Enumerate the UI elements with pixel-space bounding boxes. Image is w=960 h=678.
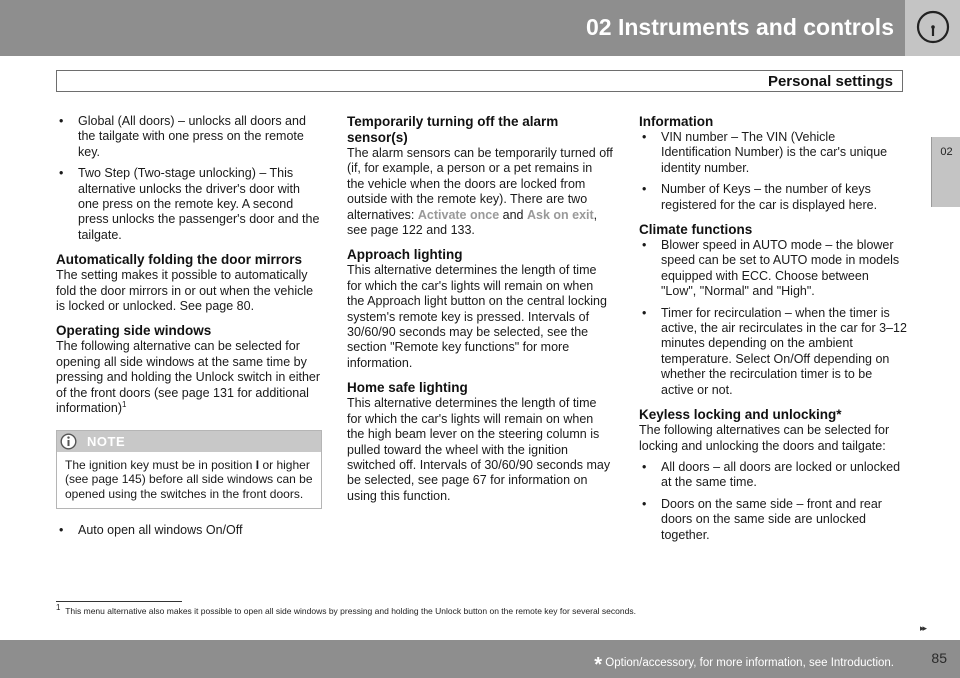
footnote-number: 1 xyxy=(56,603,61,613)
bullet-icon: • xyxy=(642,496,647,511)
bullet-icon: • xyxy=(642,182,647,197)
column-1 xyxy=(56,114,322,544)
paragraph-text: The following alternative can be selected for opening all side windows at the same time by pressing and holding the Unlock switch in either of the front doors (see page 131 for additional information) xyxy=(56,339,321,416)
section-heading: Climate functions xyxy=(639,222,753,238)
footnote xyxy=(56,603,636,616)
chapter-title: 02 Instruments and controls xyxy=(585,14,894,40)
section-heading: Operating side windows xyxy=(56,323,212,339)
list-item xyxy=(639,497,907,543)
list-item-text: Number of Keys – the number of keys registered for the car is displayed here. xyxy=(661,182,878,212)
section-heading: Home safe lighting xyxy=(347,380,468,396)
list-item-text: VIN number – The VIN (Vehicle Identification Number) is the car's unique identity number. xyxy=(661,130,888,175)
option-accessory-note: * Option/accessory, for more information, see Introduction. xyxy=(594,654,894,676)
column-2 xyxy=(347,114,613,504)
option-ask-on-exit: Ask on exit xyxy=(526,207,594,222)
column-3 xyxy=(639,114,907,549)
section-heading: Temporarily turning off the alarm sensor(s) xyxy=(347,114,559,145)
paragraph: This alternative determines the length of time for which the car's lights will remain on when the Approach light button on the central locking system's remote key is pressed. Intervals of 30/60/90 seconds may be selected, see the section "Remote key functions" for more information. xyxy=(347,263,607,370)
paragraph: The setting makes it possible to automatically fold the door mirrors in or out when the vehicle is locked or unlocked. See page 80. xyxy=(56,268,314,314)
page-number: 85 xyxy=(931,650,947,666)
info-icon xyxy=(60,433,77,450)
section-heading: Automatically folding the door mirrors xyxy=(56,252,303,268)
section-header xyxy=(56,70,903,92)
list-item xyxy=(639,460,907,491)
list-item-text: Blower speed in AUTO mode – the blower speed can be set to AUTO mode in models equipped with ECC. Choose between "Low", "Normal" and "High". xyxy=(661,238,900,299)
section-heading: Keyless locking and unlocking* xyxy=(639,407,842,423)
gauge-icon xyxy=(916,10,950,44)
list-item xyxy=(639,306,907,398)
list-item-text: Timer for recirculation – when the timer is active, the air recirculates in the car for 3–12 minutes depending on the ambient temperature. Select On/Off depending on whether the recirculation timer is to be active or not. xyxy=(661,305,907,397)
list-item-text: All doors – all doors are locked or unlocked at the same time. xyxy=(661,459,901,490)
paragraph: The alarm sensors can be temporarily turned off (if, for example, a person or a pet remains in the vehicle when the doors are locked from outside with the remote key). There are two alternatives: Activate once and Ask on exit, see page 122 and 133. xyxy=(347,146,613,238)
footnote-ref[interactable]: 1 xyxy=(122,399,127,409)
chapter-header xyxy=(0,0,960,56)
option-activate-once: Activate once xyxy=(417,207,500,222)
list-item xyxy=(56,166,322,243)
note-box xyxy=(56,430,322,510)
list-item-text: Global (All doors) – unlocks all doors and the tailgate with one press on the remote key. xyxy=(78,114,306,159)
bullet-icon: • xyxy=(642,305,647,320)
paragraph: The following alternatives can be selected for locking and unlocking the doors and tailgate: xyxy=(639,423,890,453)
page-footer xyxy=(0,640,960,678)
chapter-tab-number: 02 xyxy=(940,146,953,158)
list-item-text: Doors on the same side – front and rear doors on the same side are unlocked together. xyxy=(661,496,882,542)
list-item xyxy=(56,114,322,160)
note-title: NOTE xyxy=(87,433,126,449)
list-item xyxy=(639,182,907,213)
list-item-text: Auto open all windows On/Off xyxy=(78,523,243,537)
list-item xyxy=(56,523,322,538)
chapter-tab[interactable] xyxy=(931,137,960,207)
gauge-icon-box xyxy=(905,0,960,56)
bullet-icon: • xyxy=(642,459,647,474)
bullet-icon: • xyxy=(59,166,64,181)
section-heading: Information xyxy=(639,114,714,129)
footnote-text: This menu alternative also makes it possible to open all side windows by pressing and holding the Unlock button on the remote key for several seconds. xyxy=(65,606,636,616)
note-header xyxy=(57,431,321,452)
asterisk-icon: * xyxy=(594,654,603,676)
bullet-icon: • xyxy=(642,238,647,253)
footnote-divider xyxy=(56,601,182,602)
bullet-icon: • xyxy=(59,523,64,537)
continue-arrows-icon[interactable]: ▸▸ xyxy=(920,623,926,633)
note-text: The ignition key must be in position I or higher (see page 145) before all side windows can be opened using the switches in the front doors. xyxy=(65,457,313,501)
bullet-icon: • xyxy=(59,114,64,128)
bullet-icon: • xyxy=(642,130,647,144)
list-item-text: Two Step (Two-stage unlocking) – This alternative unlocks the driver's door with one press on the remote key. A second press unlocks the passenger's door and the tailgate. xyxy=(78,166,320,242)
paragraph: This alternative determines the length of time for which the car's lights will remain on when the high beam lever on the steering column is pulled toward the wheel with the ignition switched off. Intervals of 30/60/90 seconds may be selected, see page 67 for information on using this function. xyxy=(347,396,611,503)
list-item xyxy=(639,130,907,176)
section-heading: Approach lighting xyxy=(347,247,463,263)
paragraph xyxy=(56,339,322,416)
list-item xyxy=(639,238,907,300)
key-position: I xyxy=(255,457,260,472)
section-title: Personal settings xyxy=(767,73,893,90)
